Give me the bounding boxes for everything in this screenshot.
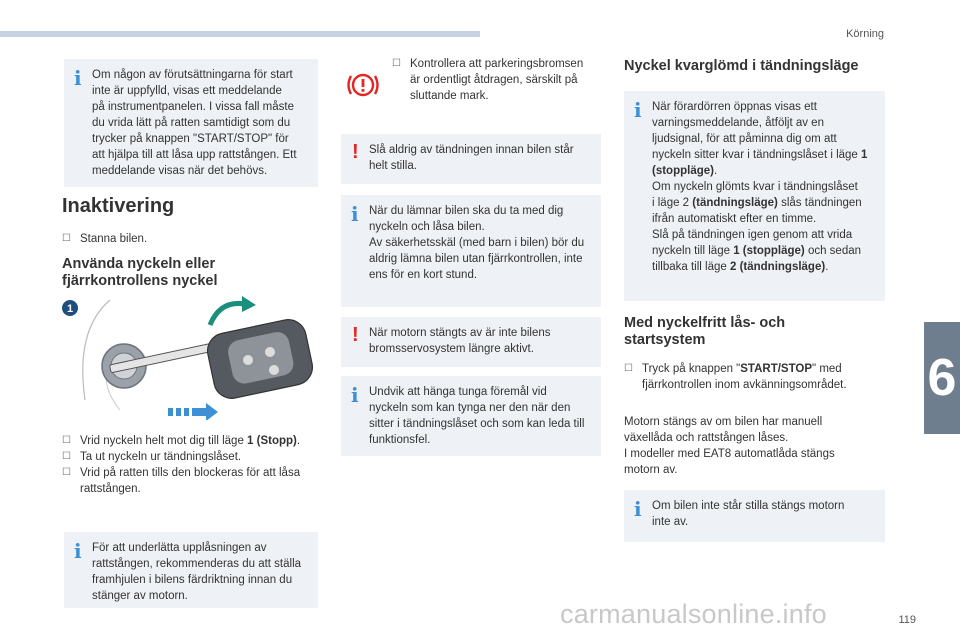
key-steps-list [62, 433, 324, 497]
step-text: Vrid på ratten tills den blockeras för att låsa rattstången. [80, 467, 301, 495]
chapter-tab: 6 [924, 322, 960, 434]
info-box-heavy-objects [341, 376, 601, 456]
bold-text: 1 [861, 149, 868, 161]
page-number: 119 [898, 614, 916, 626]
warning-icon: ! [352, 141, 359, 163]
info-box-wheels [64, 532, 318, 608]
line: Om nyckeln glömts kvar i tändningslåset [652, 181, 858, 193]
info-text: För att underlätta upplåsningen av rattstången, rekommenderas du att ställa framhjulen i bilens färdriktning innan du stänger av motorn. [92, 542, 302, 602]
list-item [624, 361, 886, 393]
checkbox-bullet-icon: ☐ [392, 58, 401, 69]
step-text: Ta ut nyckeln ur tändningslåset. [80, 451, 242, 463]
info-icon: i [634, 98, 642, 122]
info-box-not-stationary [624, 490, 885, 542]
line: nyckeln till läge [652, 245, 734, 257]
line: i läge 2 [652, 197, 693, 209]
step-end: . [296, 435, 301, 447]
engine-stop-paragraph: Motorn stängs av om bilen har manuell växellåda och rattstången låses. I modeller med EAT8 automatlåda stängs motorn av. [624, 416, 835, 476]
info-icon: i [74, 66, 82, 90]
line: Slå på tändningen igen genom att vrida [652, 229, 853, 241]
info-box-start-conditions [64, 59, 318, 187]
step-bold: 1 (Stopp) [247, 435, 297, 447]
line: . [825, 261, 829, 273]
bullet-text: Kontrollera att parkeringsbromsen är ordentligt åtdragen, särskilt på sluttande mark. [410, 58, 584, 102]
keyless-bullet-list [624, 361, 886, 393]
section-heading-inaktivering: Inaktivering [62, 195, 175, 217]
checkbox-bullet-icon: ☐ [62, 467, 71, 478]
step-text: Vrid nyckeln helt mot dig till läge [80, 435, 248, 447]
line: . [713, 165, 718, 177]
list-item [62, 433, 324, 449]
checkbox-bullet-icon: ☐ [624, 363, 633, 374]
warning-icon: ! [352, 324, 359, 346]
line: slås tändningen [777, 197, 862, 209]
line: ljudsignal, för att påminna dig om att [652, 133, 837, 145]
info-text: Om någon av förutsättningarna för start inte är uppfylld, visas ett meddelande på instrumentpanelen. I vissa fall måste du vrida lätt på ratten samtidigt som du trycker på knappen "START/STOP" för att hjälpa till att låsa upp rattstången. Ett meddelande visas när det behövs. [92, 69, 297, 177]
list-item [392, 56, 602, 104]
callout-1-label: 1 [66, 303, 74, 315]
bold-text: START/STOP [740, 363, 813, 375]
info-icon: i [351, 383, 359, 407]
bullet-text: " med fjärrkontrollen inom avkänningsområdet. [642, 363, 847, 391]
info-text: Om bilen inte står stilla stängs motorn inte av. [652, 500, 845, 528]
chapter-name: Körning [846, 28, 884, 40]
info-text [652, 99, 873, 275]
bold-text: (stoppläge) [652, 165, 714, 177]
info-icon: i [351, 202, 359, 226]
bold-text: 1 (stoppläge) [733, 245, 805, 257]
line: och sedan [804, 245, 862, 257]
bullet-text: Tryck på knappen " [642, 363, 741, 375]
list-item [62, 465, 324, 497]
info-box-leave-car [341, 195, 601, 307]
header-bar [0, 31, 480, 37]
info-box-key-left [624, 91, 885, 301]
watermark: carmanualsonline.info [560, 599, 827, 629]
bold-text: 2 (tändningsläge) [729, 261, 826, 273]
key-ignition-illustration [60, 290, 320, 420]
checkbox-bullet-icon: ☐ [62, 233, 71, 244]
checkbox-bullet-icon: ☐ [62, 451, 71, 462]
line: tillbaka till läge [652, 261, 730, 273]
warning-box-ignition [341, 134, 601, 184]
parking-brake-warning-icon [346, 68, 380, 102]
bold-text: (tändningsläge) [692, 197, 778, 209]
line: varningsmeddelande, åtföljt av en [652, 117, 824, 129]
checkbox-bullet-icon: ☐ [62, 435, 71, 446]
warning-text: Slå aldrig av tändningen innan bilen står helt stilla. [369, 144, 574, 172]
info-icon: i [634, 497, 642, 521]
brake-bullet-list [392, 56, 602, 104]
line: När förardörren öppnas visas ett [652, 101, 817, 113]
stop-bullet-list [62, 231, 322, 247]
subheading-key: Använda nyckeln eller fjärrkontrollens nyckel [62, 256, 218, 289]
bullet-text: Stanna bilen. [80, 233, 148, 245]
info-text: Undvik att hänga tunga föremål vid nyckeln som kan tynga ner den när den sitter i tändningslåset och som kan leda till funktionsfel. [369, 386, 585, 446]
warning-box-brake-servo [341, 317, 601, 367]
subheading-keyless: Med nyckelfritt lås- och startsystem [624, 315, 786, 348]
info-text: När du lämnar bilen ska du ta med dig nyckeln och låsa bilen. Av säkerhetsskäl (med barn i bilen) bör du aldrig lämna bilen utan fjärrkontrollen, inte ens för en kort stund. [369, 205, 585, 281]
list-item [62, 231, 322, 247]
warning-text: När motorn stängts av är inte bilens bromsservosystem längre aktivt. [369, 327, 551, 355]
section-heading-key-left: Nyckel kvarglömd i tändningsläge [624, 58, 859, 74]
line: nyckeln sitter kvar i tändningslåset i läge [652, 149, 862, 161]
line: ifrån automatiskt efter en timme. [652, 213, 817, 225]
list-item [62, 449, 324, 465]
info-icon: i [74, 539, 82, 563]
